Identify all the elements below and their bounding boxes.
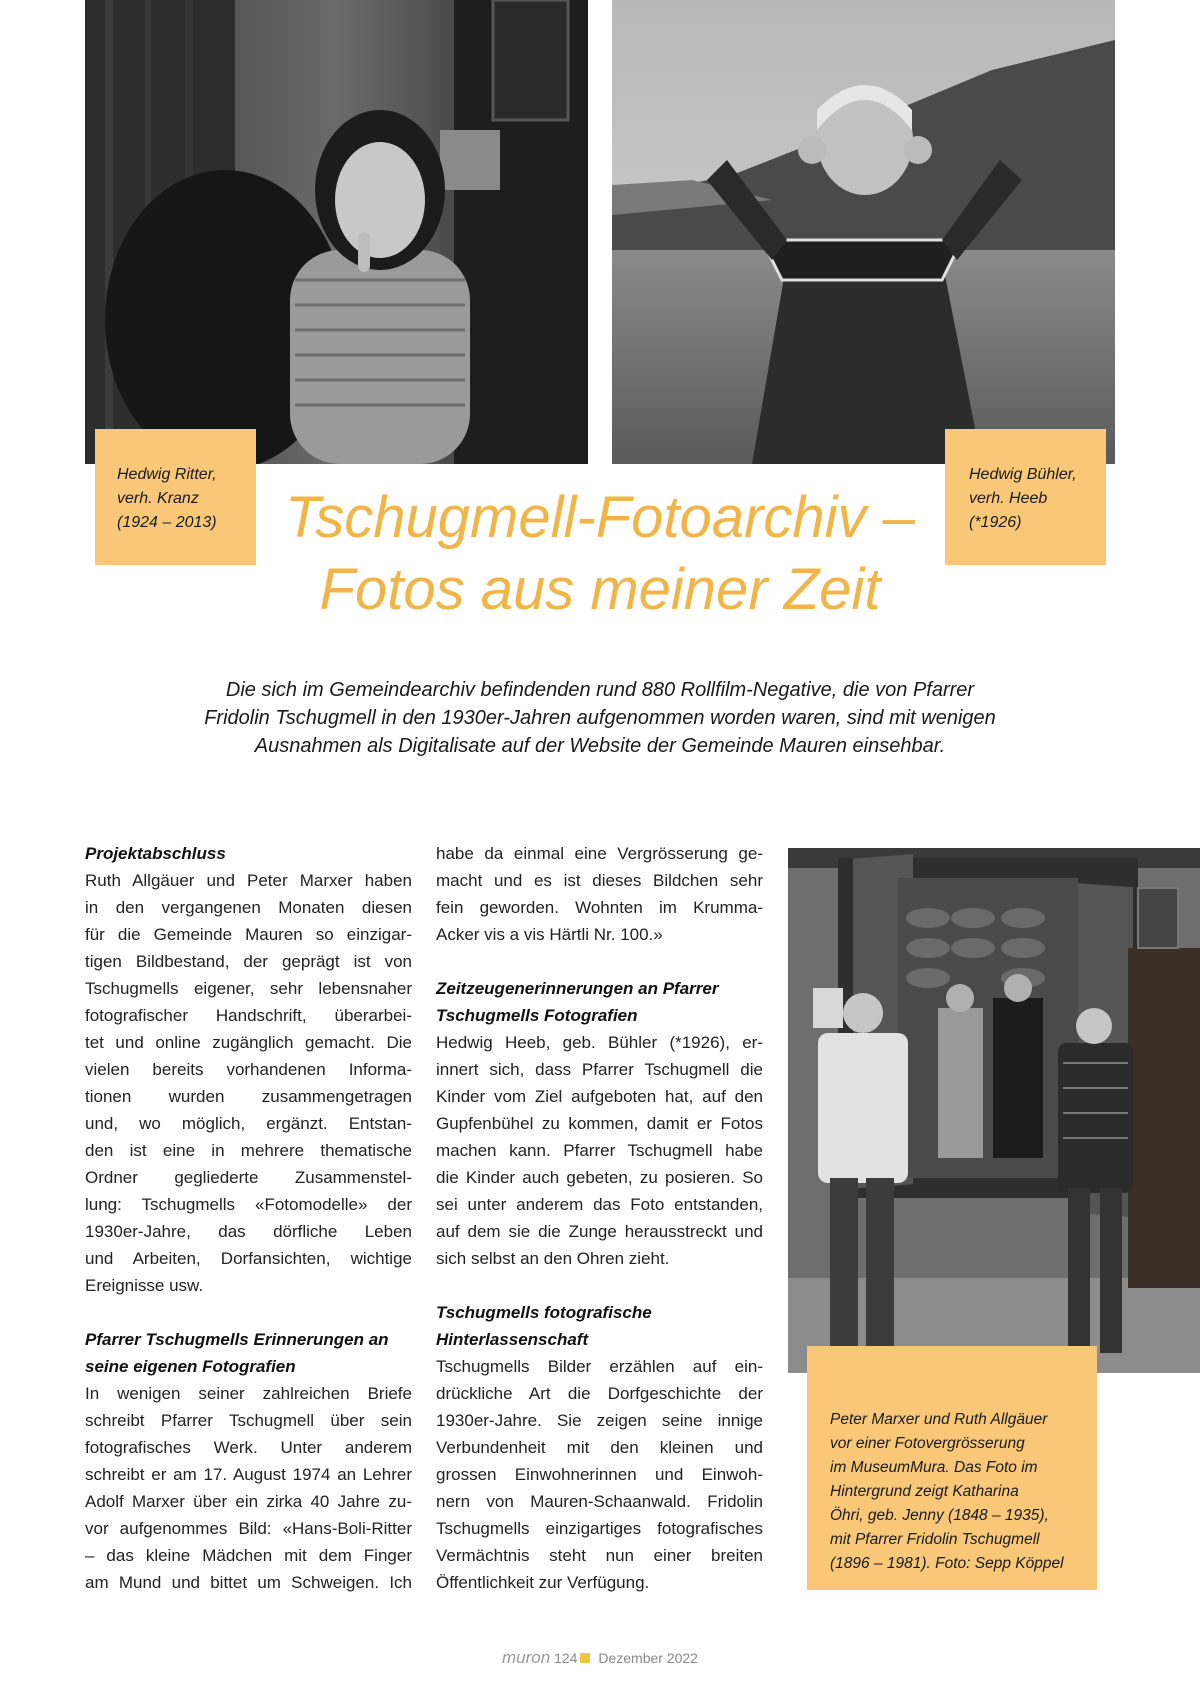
text-line: Kinder vom Ziel aufgeboten hat, auf den: [436, 1087, 763, 1106]
text-line: am Mund und bittet um Schweigen. Ich: [85, 1573, 412, 1592]
caption-line: Hedwig Bühler,: [969, 466, 1077, 483]
heading-line: seine eigenen Fotografien: [85, 1357, 296, 1376]
paragraph: [85, 867, 412, 1299]
text-line: fotografischer Handschrift, überarbei-: [85, 1006, 412, 1025]
photo-marxer-allgaeuer: [788, 848, 1200, 1373]
heading-line: Tschugmells fotografische: [436, 1303, 652, 1322]
text-line: grossen Einwohnerinnen und Einwoh-: [436, 1465, 763, 1484]
text-line: Ordner gegliederte Zusammenstel-: [85, 1168, 412, 1187]
text-line: auf dem sie die Zunge herausstreckt und: [436, 1222, 763, 1241]
text-line: Ereignisse usw.: [85, 1276, 204, 1295]
text-line: macht und es ist dieses Bildchen sehr: [436, 871, 763, 890]
text-line: Gupfenbühel zu kommen, damit er Fotos: [436, 1114, 763, 1133]
caption-line: vor einer Fotovergrösserung: [830, 1435, 1025, 1452]
heading-line: Pfarrer Tschugmells Erinnerungen an: [85, 1330, 389, 1349]
text-line: lung: Tschugmells «Fotomodelle» der: [85, 1195, 412, 1214]
text-line: fotografisches Werk. Unter anderem: [85, 1438, 412, 1457]
text-line: 1930er-Jahre, das dörfliche Leben: [85, 1222, 412, 1241]
paragraph: [85, 1380, 412, 1596]
photo-caption-bottom: [807, 1346, 1097, 1590]
caption-line: Peter Marxer und Ruth Allgäuer: [830, 1411, 1048, 1428]
text-column-2: [436, 840, 763, 1596]
section-heading-projektabschluss: [85, 840, 412, 867]
heading-line: Zeitzeugenerinnerungen an Pfarrer: [436, 979, 719, 998]
text-line: habe da einmal eine Vergrösserung ge-: [436, 844, 763, 863]
text-line: vielen bereits vorhandenen Informa-: [85, 1060, 412, 1079]
text-line: sei unter anderem das Foto entstanden,: [436, 1195, 763, 1214]
text-line: fein geworden. Wohnten im Krumma-: [436, 898, 763, 917]
text-line: Tschugmells eigener, sehr lebensnaher: [85, 979, 412, 998]
heading-line: Tschugmells Fotografien: [436, 1006, 638, 1025]
text-line: in den vergangenen Monaten diesen: [85, 898, 412, 917]
text-line: und, wo möglich, ergänzt. Entstan-: [85, 1114, 412, 1133]
text-line: 1930er-Jahre. Sie zeigen seine innige: [436, 1411, 763, 1430]
text-line: Öffentlichkeit zur Verfügung.: [436, 1573, 650, 1592]
magazine-brand: muron: [502, 1648, 551, 1667]
title-line: Tschugmell-Fotoarchiv –: [285, 485, 915, 550]
article-title: [230, 482, 970, 626]
text-line: drückliche Art die Dorfgeschichte der: [436, 1384, 763, 1403]
article-intro: [140, 676, 1060, 760]
text-line: machen kann. Pfarrer Tschugmell habe: [436, 1141, 763, 1160]
caption-line: im MuseumMura. Das Foto im: [830, 1459, 1038, 1476]
issue-number: 124: [554, 1650, 578, 1666]
text-line: Hedwig Heeb, geb. Bühler (*1926), er-: [436, 1033, 763, 1052]
text-line: schreibt er am 17. August 1974 an Lehrer: [85, 1465, 412, 1484]
photo-hedwig-buehler: [612, 0, 1115, 464]
text-line: tet und online zugänglich gemacht. Die: [85, 1033, 412, 1052]
text-line: nern von Mauren-Schaanwald. Fridolin: [436, 1492, 763, 1511]
paragraph: [436, 1353, 763, 1596]
text-line: innert sich, dass Pfarrer Tschugmell die: [436, 1060, 763, 1079]
text-line: In wenigen seiner zahlreichen Briefe: [85, 1384, 412, 1403]
text-line: und Arbeiten, Dorfansichten, wichtige: [85, 1249, 412, 1268]
text-line: – das kleine Mädchen mit dem Finger: [85, 1546, 412, 1565]
heading-line: Projektabschluss: [85, 844, 226, 863]
caption-line: verh. Heeb: [969, 490, 1048, 507]
square-icon: [580, 1653, 590, 1663]
issue-date: Dezember 2022: [598, 1650, 698, 1666]
section-heading-erinnerungen: [85, 1326, 412, 1380]
text-line: Adolf Marxer über ein zirka 40 Jahre zu-: [85, 1492, 412, 1511]
text-line: vor aufgenommes Bild: «Hans-Boli-Ritter: [85, 1519, 412, 1538]
intro-line: Ausnahmen als Digitalisate auf der Website der Gemeinde Mauren einsehbar.: [254, 735, 946, 757]
section-heading-hinterlassenschaft: [436, 1299, 763, 1353]
intro-line: Fridolin Tschugmell in den 1930er-Jahren aufgenommen worden waren, sind mit wenigen: [204, 707, 996, 729]
title-line: Fotos aus meiner Zeit: [319, 557, 881, 622]
section-heading-zeitzeugen: [436, 975, 763, 1029]
text-line: den ist eine in mehrere thematische: [85, 1141, 412, 1160]
text-column-1: [85, 840, 412, 1596]
text-line: sich selbst an den Ohren zieht.: [436, 1249, 670, 1268]
caption-line: Hedwig Ritter,: [117, 466, 217, 483]
page-footer: [0, 1648, 1200, 1668]
caption-line: (1924 – 2013): [117, 514, 217, 531]
paragraph: [436, 840, 763, 948]
text-line: Tschugmells einzigartiges fotografisches: [436, 1519, 763, 1538]
text-line: Vermächtnis steht nun einer breiten: [436, 1546, 763, 1565]
caption-line: Öhri, geb. Jenny (1848 – 1935),: [830, 1507, 1049, 1524]
caption-line: (1896 – 1981). Foto: Sepp Köppel: [830, 1555, 1064, 1572]
text-line: tionen wurden zusammengetragen: [85, 1087, 412, 1106]
text-line: schreibt Pfarrer Tschugmell über sein: [85, 1411, 412, 1430]
paragraph: [436, 1029, 763, 1272]
photo-hedwig-ritter: [85, 0, 588, 464]
heading-line: Hinterlassenschaft: [436, 1330, 589, 1349]
text-line: Ruth Allgäuer und Peter Marxer haben: [85, 871, 412, 890]
text-line: für die Gemeinde Mauren so einzigar-: [85, 925, 412, 944]
text-line: tigen Bildbestand, der geprägt ist von: [85, 952, 412, 971]
caption-line: verh. Kranz: [117, 490, 199, 507]
caption-line: Hintergrund zeigt Katharina: [830, 1483, 1019, 1500]
text-line: Acker vis a vis Härtli Nr. 100.»: [436, 925, 663, 944]
intro-line: Die sich im Gemeindearchiv befindenden rund 880 Rollfilm-Negative, die von Pfarrer: [225, 679, 975, 701]
text-line: Verbundenheit mit den kleinen und: [436, 1438, 763, 1457]
text-line: die Kinder auch gebeten, zu posieren. So: [436, 1168, 763, 1187]
text-line: Tschugmells Bilder erzählen auf ein-: [436, 1357, 763, 1376]
caption-line: (*1926): [969, 514, 1022, 531]
caption-line: mit Pfarrer Fridolin Tschugmell: [830, 1531, 1040, 1548]
